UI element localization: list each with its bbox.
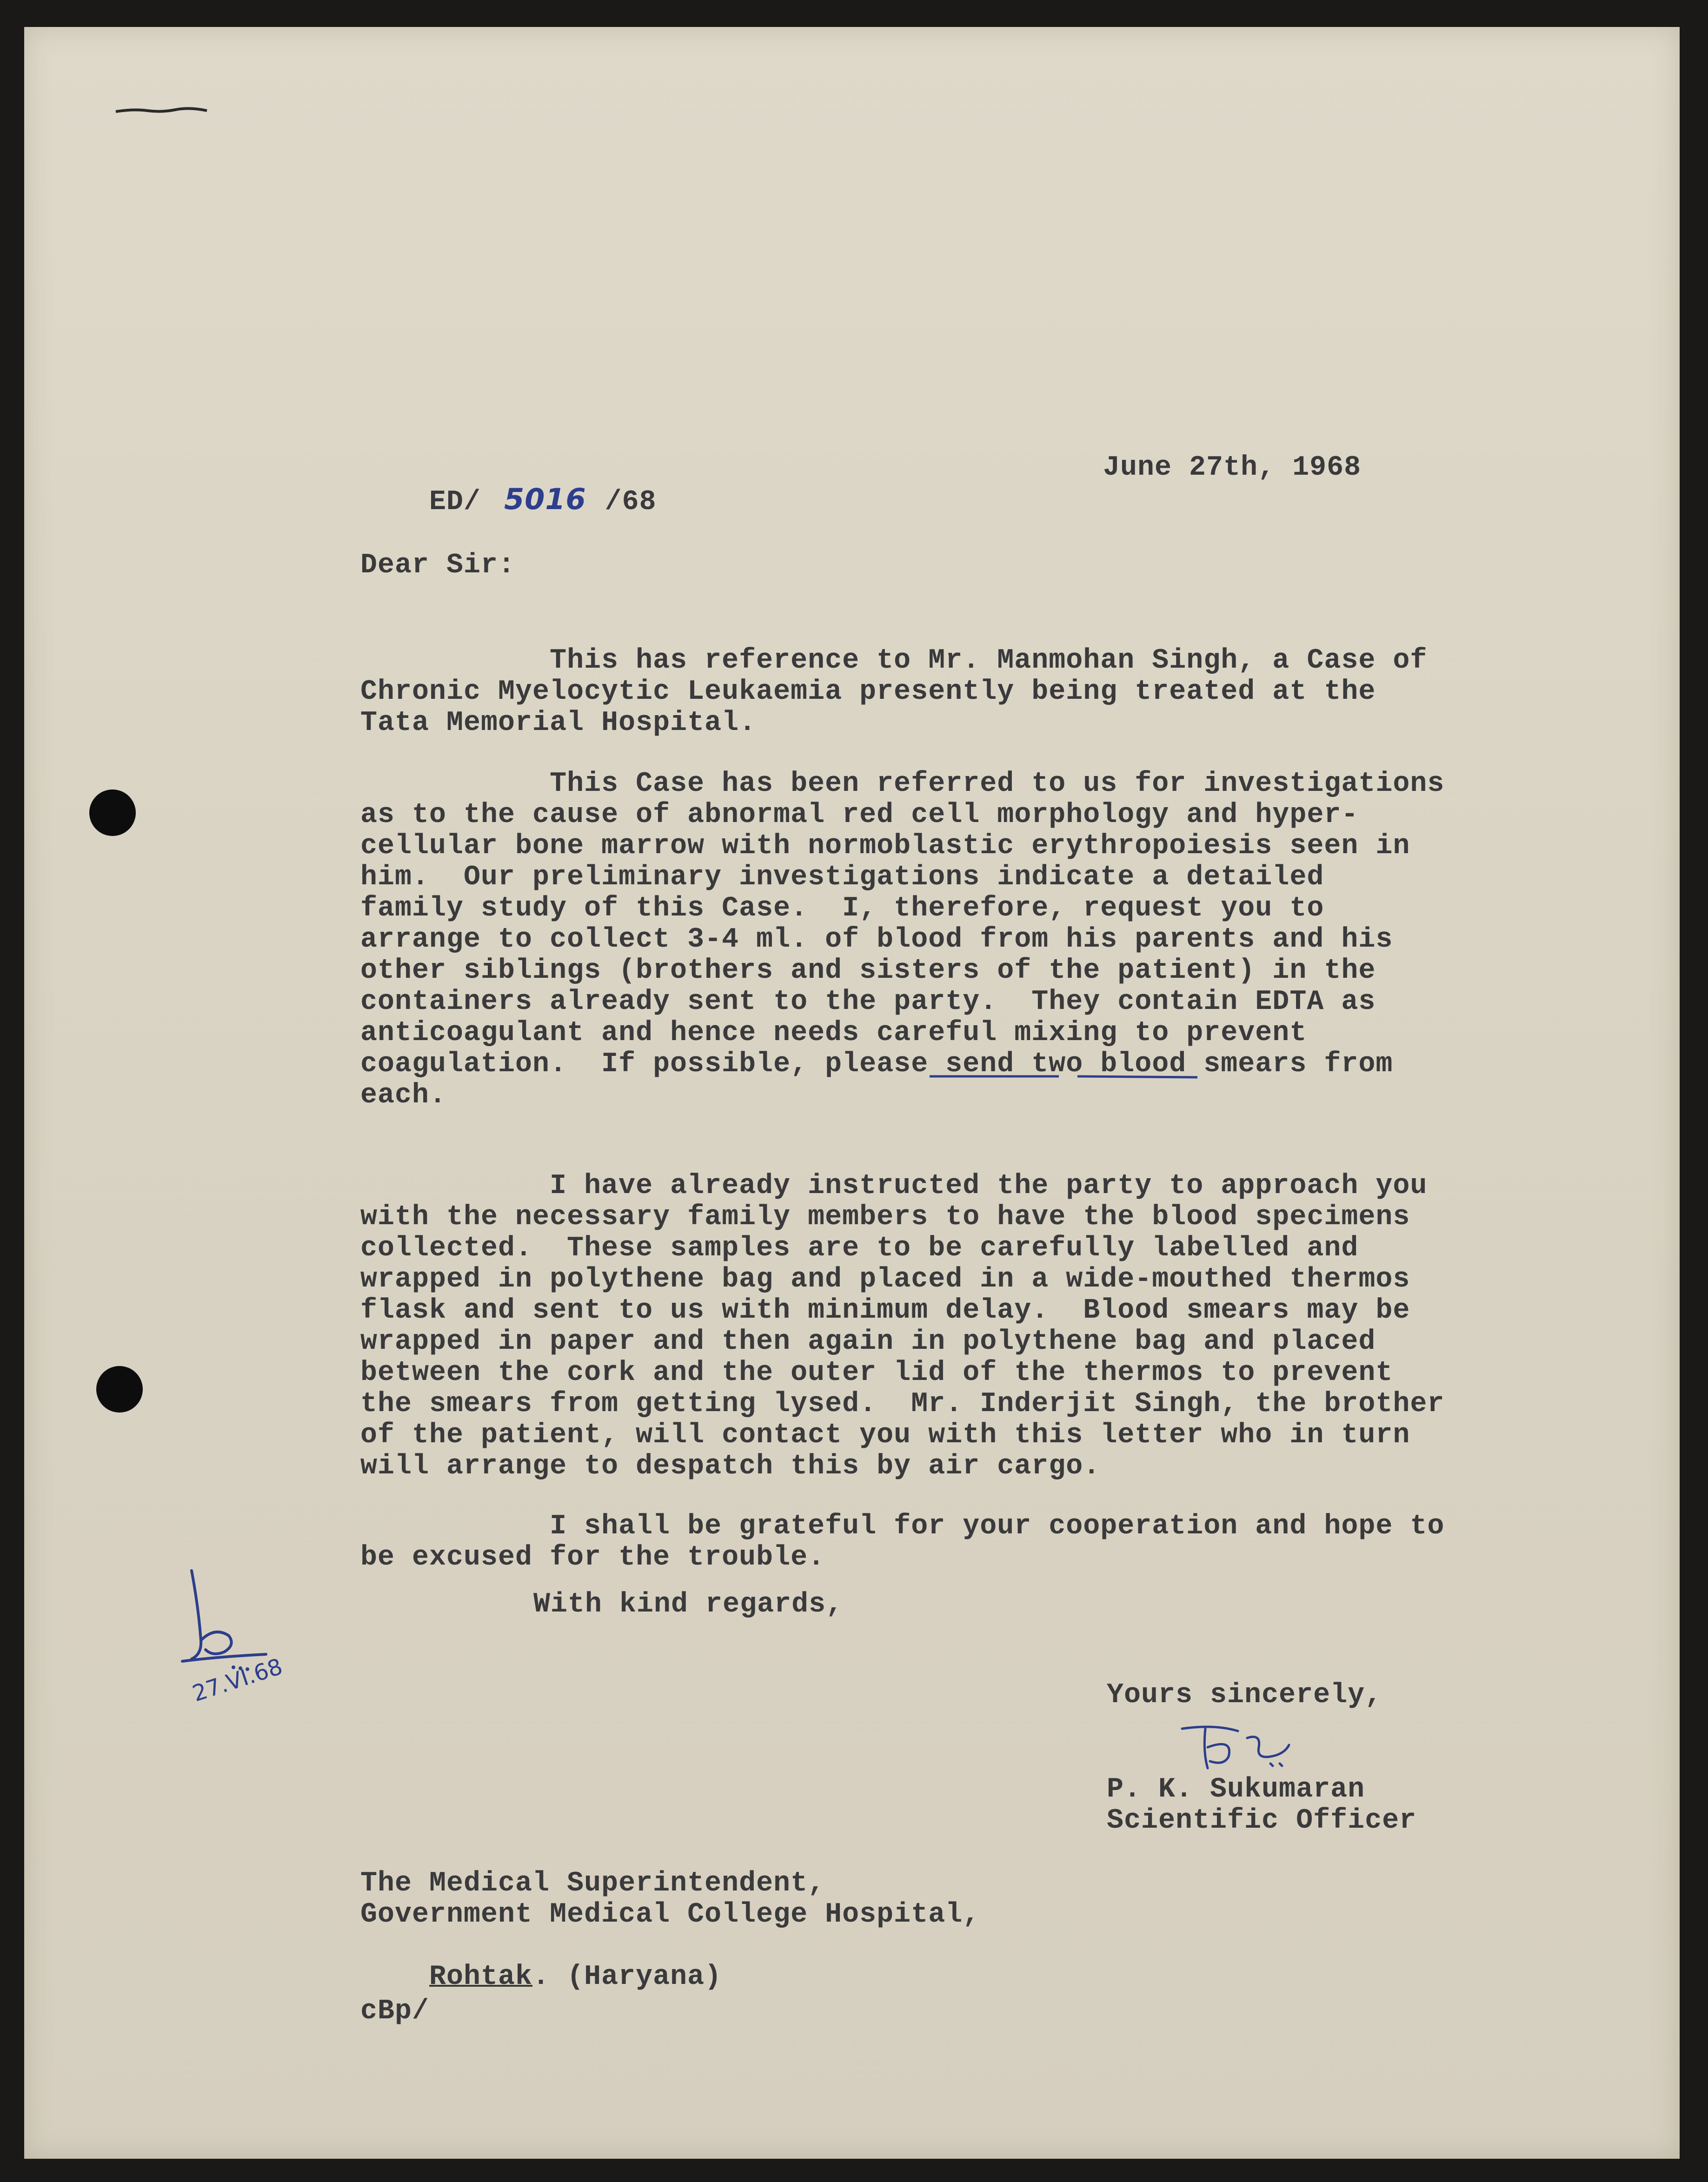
punch-hole-upper: [89, 789, 136, 836]
careful-mixing-underline: [929, 1072, 1198, 1081]
paragraph-line: family study of this Case. I, therefore, request you to: [360, 893, 1324, 924]
paragraph-3: [360, 1171, 1444, 1482]
reference-number: [360, 452, 657, 549]
paragraph-line: of the patient, will contact you with this letter who in turn: [360, 1419, 1410, 1451]
margin-note-date: 27.VI.68: [189, 1653, 286, 1707]
typist-initials: cBp/: [360, 1996, 430, 2027]
paragraph-line: collected. These samples are to be carefully labelled and: [360, 1233, 1359, 1264]
paragraph-line: with the necessary family members to have the blood specimens: [360, 1201, 1410, 1233]
paragraph-line: Tata Memorial Hospital.: [360, 707, 757, 739]
signature: [1177, 1719, 1298, 1775]
paragraph-line: will arrange to despatch this by air cargo.: [360, 1451, 1101, 1482]
paragraph-2: [360, 769, 1444, 1111]
letter-date: June 27th, 1968: [1103, 452, 1362, 484]
paragraph-line: arrange to collect 3-4 ml. of blood from his parents and his: [360, 924, 1393, 955]
recipient-line-2: Government Medical College Hospital,: [360, 1899, 980, 1930]
closing-line: Yours sincerely,: [1107, 1679, 1382, 1711]
signatory-name: P. K. Sukumaran: [1107, 1774, 1365, 1805]
paragraph-line-with-underline: anticoagulant and hence needs careful mixing to prevent: [360, 1017, 1307, 1049]
paragraph-4: [360, 1511, 1444, 1573]
ref-handwritten-number: 5016: [504, 482, 586, 516]
recipient-state: . (Haryana): [532, 1961, 722, 1993]
ref-suffix: /68: [605, 486, 657, 518]
paragraph-line: Chronic Myelocytic Leukaemia presently being treated at the: [360, 676, 1376, 708]
paragraph-line: be excused for the trouble.: [360, 1542, 825, 1573]
regards-line: With kind regards,: [533, 1589, 844, 1620]
ink-smudge-mark: [115, 106, 208, 115]
punch-hole-lower: [96, 1366, 143, 1413]
salutation: Dear Sir:: [360, 550, 516, 581]
paragraph-line: flask and sent to us with minimum delay. Blood smears may be: [360, 1295, 1410, 1326]
paragraph-line: him. Our preliminary investigations indicate a detailed: [360, 862, 1324, 893]
ref-prefix: ED/: [429, 486, 481, 518]
paragraph-line: cellular bone marrow with normoblastic erythropoiesis seen in: [360, 830, 1410, 862]
paragraph-line: as to the cause of abnormal red cell morphology and hyper-: [360, 799, 1359, 831]
paragraph-line: other siblings (brothers and sisters of the patient) in the: [360, 955, 1376, 987]
paragraph-line: wrapped in polythene bag and placed in a wide-mouthed thermos: [360, 1264, 1410, 1295]
paragraph-1: [360, 645, 1427, 739]
recipient-city: Rohtak: [429, 1961, 533, 1993]
paragraph-line: I shall be grateful for your cooperation and hope to: [360, 1511, 1445, 1542]
paragraph-line: coagulation. If possible, please send two blood smears from: [360, 1048, 1393, 1080]
paragraph-line: This has reference to Mr. Manmohan Singh, a Case of: [360, 645, 1428, 676]
signatory-title: Scientific Officer: [1107, 1805, 1417, 1837]
paragraph-line: containers already sent to the party. They contain EDTA as: [360, 986, 1376, 1018]
paragraph-line: between the cork and the outer lid of the thermos to prevent: [360, 1357, 1393, 1389]
paragraph-line: I have already instructed the party to approach you: [360, 1170, 1428, 1202]
paragraph-line: This Case has been referred to us for investigations: [360, 768, 1445, 800]
paragraph-line: the smears from getting lysed. Mr. Inderjit Singh, the brother: [360, 1388, 1445, 1420]
recipient-line-1: The Medical Superintendent,: [360, 1868, 825, 1899]
letter-page: [24, 27, 1680, 2159]
paragraph-line: each.: [360, 1080, 447, 1111]
paragraph-line: wrapped in paper and then again in polythene bag and placed: [360, 1326, 1376, 1358]
